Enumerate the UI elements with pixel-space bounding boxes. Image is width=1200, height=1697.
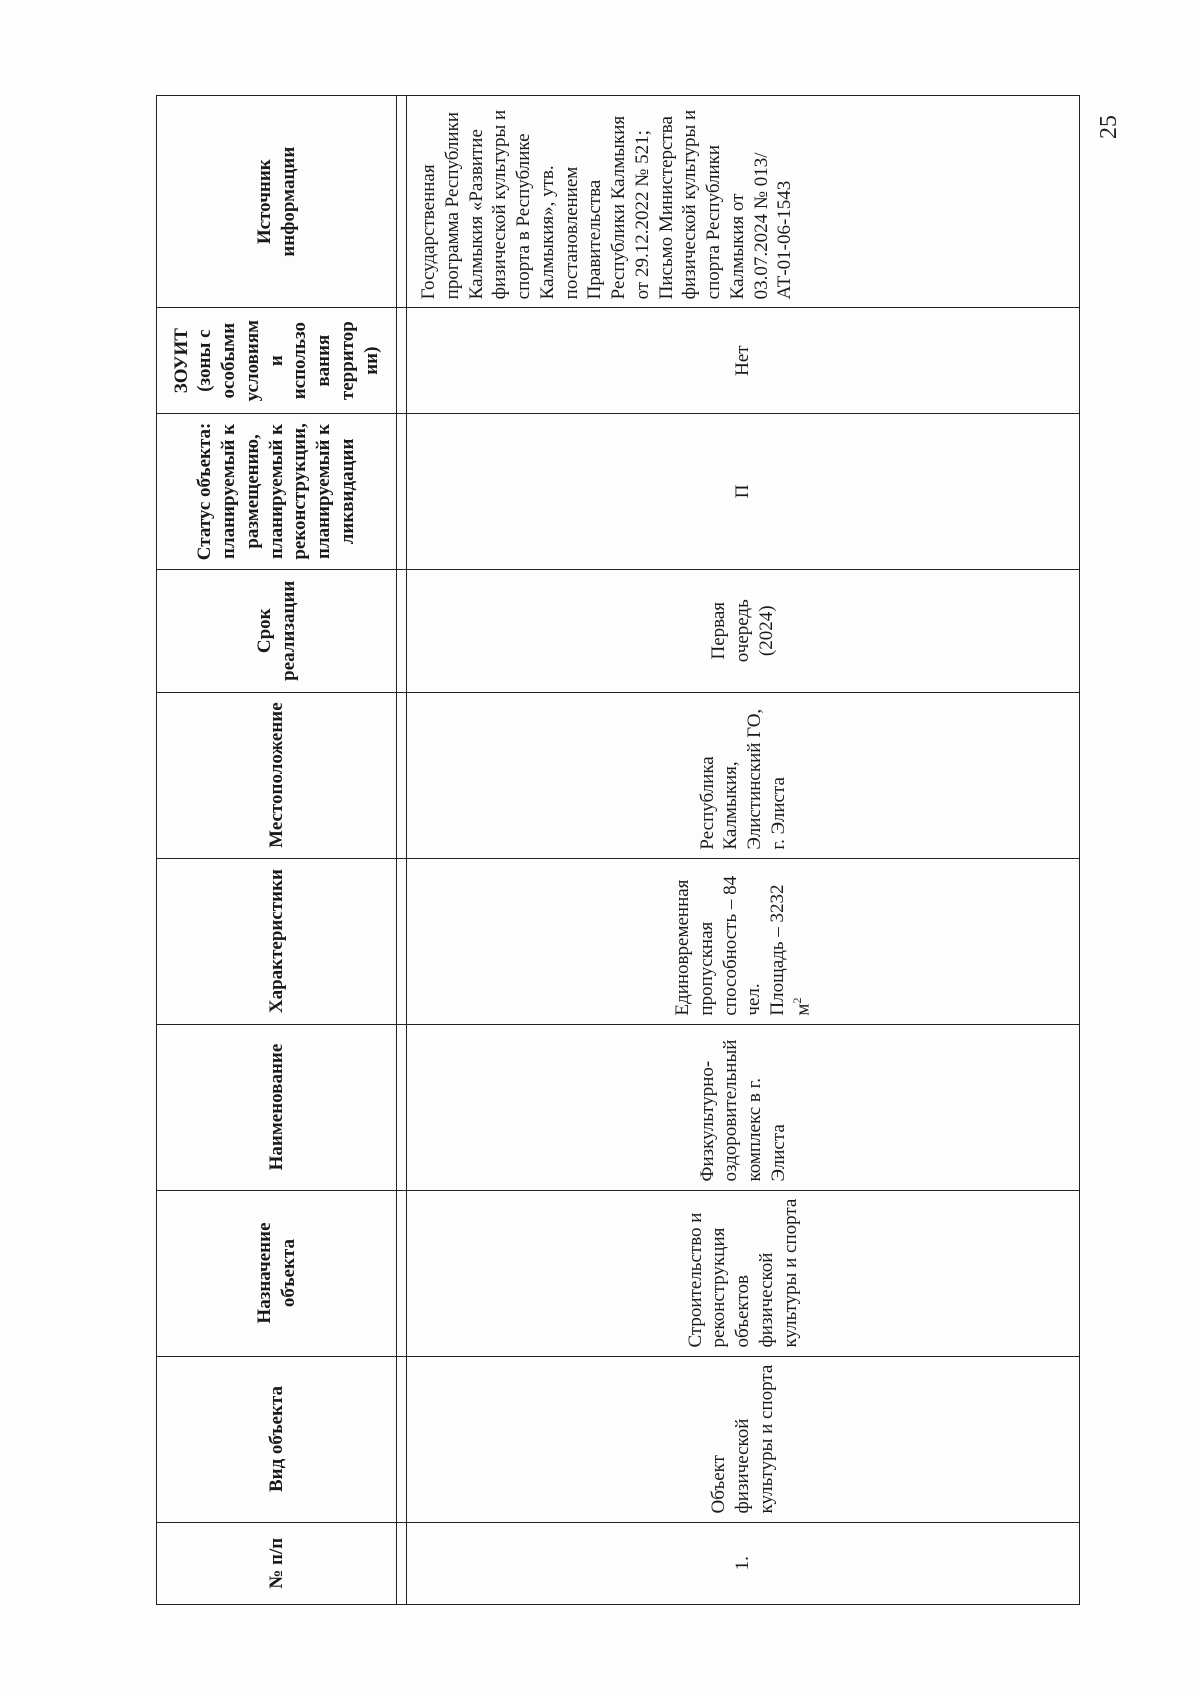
spacer-cell (397, 1024, 407, 1190)
spacer-cell (397, 1190, 407, 1356)
header-num: № п/п (157, 1522, 397, 1604)
spacer-cell (397, 692, 407, 858)
header-name: Наименование (157, 1024, 397, 1190)
spacer-cell (397, 308, 407, 414)
header-status: Статус объекта: планируемый к размещению, планируемый к реконструкции, планируемый к ликвидации (157, 413, 397, 569)
cell-purpose: Строительство и реконструкция объектов физической культуры и спорта (407, 1190, 1080, 1356)
header-source: Источник информации (157, 96, 397, 308)
cell-characteristics (407, 858, 1080, 1024)
spacer-cell (397, 1356, 407, 1522)
header-term: Срок реализации (157, 569, 397, 692)
header-location: Местоположение (157, 692, 397, 858)
header-kind: Вид объекта (157, 1356, 397, 1522)
page-number: 25 (1096, 115, 1122, 139)
table-spacer-row (397, 96, 407, 1605)
spacer-cell (397, 858, 407, 1024)
table-row (407, 96, 1080, 1605)
objects-table (156, 95, 1080, 1605)
characteristics-area (766, 867, 815, 1016)
spacer-cell (397, 569, 407, 692)
cell-location: Республика Калмыкия, Элистинский ГО, г. Элиста (407, 692, 1080, 858)
characteristics-capacity: Единовременная пропускная способность – 84 чел. (672, 875, 765, 1016)
header-characteristics: Характеристики (157, 858, 397, 1024)
cell-name: Физкультурно-оздоровительный комплекс в г. Элиста (407, 1024, 1080, 1190)
characteristics-area-text: Площадь – 3232 м (767, 884, 814, 1016)
header-purpose: Назначение объекта (157, 1190, 397, 1356)
spacer-cell (397, 96, 407, 308)
cell-num: 1. (407, 1522, 1080, 1604)
header-zouit: ЗОУИТ (зоны с особыми условиям и использо вания территор ии) (157, 308, 397, 414)
cell-zouit: Нет (407, 308, 1080, 414)
table-container (156, 95, 1080, 1605)
characteristics-area-unit-power: 2 (789, 997, 804, 1004)
cell-kind: Объект физической культуры и спорта (407, 1356, 1080, 1522)
cell-source: Государственная программа Республики Калмыкия «Развитие физической культуры и спорта в Республике Калмыкия», утв. постановлением Правительства Республики Калмыкия от 29.12.2022 № 521; Письмо Министерства физической культуры и спорта Республики Калмыкия от 03.07.2024 № 013/АТ-01-06-1543 (407, 96, 1080, 308)
cell-status: П (407, 413, 1080, 569)
cell-term: Первая очередь (2024) (407, 569, 1080, 692)
table-header-row (157, 96, 397, 1605)
spacer-cell (397, 1522, 407, 1604)
spacer-cell (397, 413, 407, 569)
